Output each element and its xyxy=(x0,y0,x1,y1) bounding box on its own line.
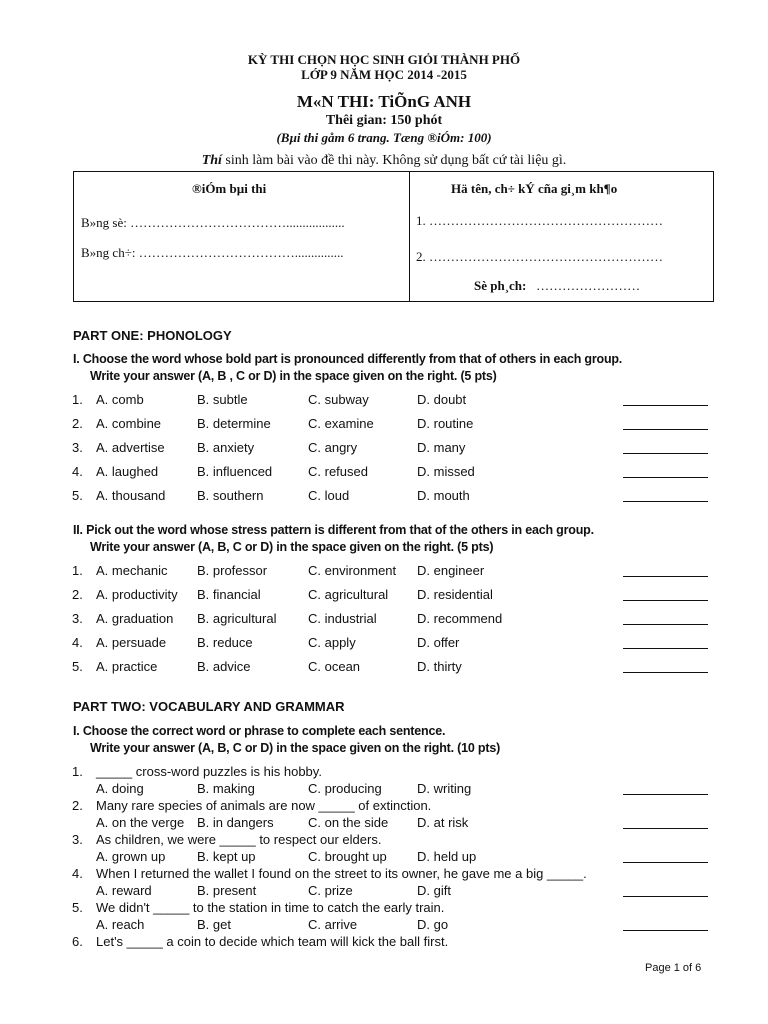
part2-secI-line2: Write your answer (A, B, C or D) in the space given on the right. (10 pts) xyxy=(90,741,501,755)
exam-grade-year: LỚP 9 NĂM HỌC 2014 -2015 xyxy=(301,67,467,82)
option-a[interactable]: A. comb xyxy=(96,392,144,407)
option-d[interactable]: D. offer xyxy=(417,635,460,650)
question-number: 3. xyxy=(72,832,83,847)
answer-blank[interactable] xyxy=(623,781,708,795)
option-c[interactable]: C. environment xyxy=(308,563,397,578)
question-number: 4. xyxy=(72,635,83,650)
question-row xyxy=(0,587,768,605)
option-a[interactable]: A. on the verge xyxy=(96,815,185,830)
exam-time: Thêi gian: 150 phót xyxy=(325,113,443,128)
exam-subject: M«N THI: TiÕnG ANH xyxy=(296,92,472,111)
answer-blank[interactable] xyxy=(623,849,708,863)
part1-secI-line1: I. Choose the word whose bold part is pronounced differently from that of others in each group. xyxy=(73,352,623,366)
part1-secI-line2: Write your answer (A, B , C or D) in the space given on the right. (5 pts) xyxy=(90,369,497,383)
option-d[interactable]: D. engineer xyxy=(417,563,485,578)
option-c[interactable]: C. apply xyxy=(308,635,356,650)
question-stem-row xyxy=(0,934,768,952)
question-number: 1. xyxy=(72,563,83,578)
option-c[interactable]: C. subway xyxy=(308,392,369,407)
question-stem-row xyxy=(0,900,768,918)
option-b[interactable]: B. reduce xyxy=(197,635,253,650)
option-b[interactable]: B. determine xyxy=(197,416,271,431)
option-d[interactable]: D. doubt xyxy=(417,392,467,407)
question-number: 3. xyxy=(72,440,83,455)
option-a[interactable]: A. combine xyxy=(96,416,162,431)
option-c[interactable]: C. loud xyxy=(308,488,350,503)
question-number: 5. xyxy=(72,900,83,915)
answer-blank[interactable] xyxy=(623,392,708,406)
question-text: We didn't _____ to the station in time to catch the early train. xyxy=(96,900,445,915)
question-number: 2. xyxy=(72,587,83,602)
exam-note: (Bµi thi gåm 6 trang. Tæng ®iÓm: 100) xyxy=(276,130,492,145)
option-b[interactable]: B. present xyxy=(197,883,257,898)
option-a[interactable]: A. reward xyxy=(96,883,152,898)
option-c[interactable]: C. brought up xyxy=(308,849,387,864)
question-stem-row xyxy=(0,832,768,850)
option-a[interactable]: A. reach xyxy=(96,917,145,932)
part2-title: PART TWO: VOCABULARY AND GRAMMAR xyxy=(73,699,345,714)
option-d[interactable]: D. writing xyxy=(417,781,472,796)
option-c[interactable]: C. arrive xyxy=(308,917,358,932)
question-number: 6. xyxy=(72,934,83,949)
option-c[interactable]: C. agricultural xyxy=(308,587,389,602)
code-label: Sè ph¸ch: xyxy=(474,278,527,293)
answer-blank[interactable] xyxy=(623,563,708,577)
instruction-bold: Thí xyxy=(201,153,222,168)
option-c[interactable]: C. refused xyxy=(308,464,368,479)
option-d[interactable]: D. at risk xyxy=(417,815,469,830)
option-a[interactable]: A. practice xyxy=(96,659,158,674)
question-row xyxy=(0,611,768,629)
option-b[interactable]: B. making xyxy=(197,781,255,796)
exam-instruction xyxy=(0,153,768,169)
question-number: 5. xyxy=(72,659,83,674)
option-b[interactable]: B. kept up xyxy=(197,849,256,864)
option-c[interactable]: C. angry xyxy=(308,440,358,455)
option-a[interactable]: A. doing xyxy=(96,781,144,796)
option-d[interactable]: D. missed xyxy=(417,464,475,479)
option-d[interactable]: D. mouth xyxy=(417,488,470,503)
question-text: Let's _____ a coin to decide which team will kick the ball first. xyxy=(96,934,449,949)
option-b[interactable]: B. financial xyxy=(197,587,261,602)
option-b[interactable]: B. get xyxy=(197,917,231,932)
part1-title: PART ONE: PHONOLOGY xyxy=(73,328,232,343)
question-number: 1. xyxy=(72,764,83,779)
question-row xyxy=(0,883,768,901)
option-c[interactable]: C. industrial xyxy=(308,611,377,626)
option-b[interactable]: B. agricultural xyxy=(197,611,277,626)
answer-blank[interactable] xyxy=(623,416,708,430)
option-b[interactable]: B. advice xyxy=(197,659,251,674)
answer-blank[interactable] xyxy=(623,635,708,649)
option-d[interactable]: D. held up xyxy=(417,849,477,864)
option-b[interactable]: B. in dangers xyxy=(197,815,274,830)
answer-blank[interactable] xyxy=(623,917,708,931)
score-box xyxy=(73,171,714,302)
answer-blank[interactable] xyxy=(623,440,708,454)
answer-blank[interactable] xyxy=(623,611,708,625)
code-field[interactable] xyxy=(474,278,640,294)
score-by-words[interactable]: B»ng ch÷: ………………………………............... xyxy=(81,245,344,260)
question-text: Many rare species of animals are now _____ of extinction. xyxy=(96,798,432,813)
question-row xyxy=(0,392,768,410)
question-number: 2. xyxy=(72,798,83,813)
question-row xyxy=(0,464,768,482)
option-a[interactable]: A. persuade xyxy=(96,635,167,650)
question-number: 1. xyxy=(72,392,83,407)
question-number: 4. xyxy=(72,866,83,881)
option-c[interactable]: C. producing xyxy=(308,781,382,796)
question-row xyxy=(0,440,768,458)
option-a[interactable]: A. laughed xyxy=(96,464,159,479)
examiner-2[interactable]: 2. ……………………………………………… xyxy=(416,249,663,264)
option-a[interactable]: A. thousand xyxy=(96,488,166,503)
exam-title: KỲ THI CHỌN HỌC SINH GIỎI THÀNH PHỐ xyxy=(247,52,521,67)
option-b[interactable]: B. southern xyxy=(197,488,264,503)
answer-blank[interactable] xyxy=(623,587,708,601)
instruction-text: sinh làm bài vào đề thi này. Không sử dụng bất cứ tài liệu gì. xyxy=(221,153,567,168)
question-row xyxy=(0,917,768,935)
option-c[interactable]: C. on the side xyxy=(308,815,389,830)
option-b[interactable]: B. subtle xyxy=(197,392,248,407)
option-b[interactable]: B. influenced xyxy=(197,464,273,479)
question-row xyxy=(0,659,768,677)
question-row xyxy=(0,563,768,581)
score-by-number[interactable]: B»ng sè: ……………………………….................. xyxy=(81,215,345,230)
option-d[interactable]: D. residential xyxy=(417,587,493,602)
option-a[interactable]: A. mechanic xyxy=(96,563,168,578)
option-a[interactable]: A. grown up xyxy=(96,849,166,864)
part1-secII-line2: Write your answer (A, B, C or D) in the space given on the right. (5 pts) xyxy=(90,540,494,554)
examiner-1[interactable]: 1. ……………………………………………… xyxy=(416,213,663,228)
option-d[interactable]: D. recommend xyxy=(417,611,503,626)
option-c[interactable]: C. ocean xyxy=(308,659,361,674)
question-stem-row xyxy=(0,764,768,782)
box-divider xyxy=(409,172,410,301)
option-d[interactable]: D. gift xyxy=(417,883,451,898)
score-title: ®iÓm bµi thi xyxy=(192,181,267,196)
option-d[interactable]: D. go xyxy=(417,917,449,932)
answer-blank[interactable] xyxy=(623,883,708,897)
option-d[interactable]: D. thirty xyxy=(417,659,462,674)
question-number: 3. xyxy=(72,611,83,626)
question-row xyxy=(0,815,768,833)
question-row xyxy=(0,488,768,506)
option-a[interactable]: A. graduation xyxy=(96,611,174,626)
question-text: _____ cross-word puzzles is his hobby. xyxy=(96,764,322,779)
question-number: 5. xyxy=(72,488,83,503)
answer-blank[interactable] xyxy=(623,815,708,829)
option-c[interactable]: C. examine xyxy=(308,416,374,431)
question-number: 4. xyxy=(72,464,83,479)
question-text: When I returned the wallet I found on the street to its owner, he gave me a big _____. xyxy=(96,866,587,881)
option-a[interactable]: A. productivity xyxy=(96,587,178,602)
code-dots: …………………… xyxy=(536,278,641,293)
question-row xyxy=(0,416,768,434)
question-stem-row xyxy=(0,866,768,884)
question-stem-row xyxy=(0,798,768,816)
option-a[interactable]: A. advertise xyxy=(96,440,165,455)
question-row xyxy=(0,849,768,867)
option-c[interactable]: C. prize xyxy=(308,883,353,898)
question-number: 2. xyxy=(72,416,83,431)
examiner-title: Hä tên, ch÷ kÝ cña gi¸m kh¶o xyxy=(451,181,618,196)
option-d[interactable]: D. routine xyxy=(417,416,474,431)
question-text: As children, we were _____ to respect our elders. xyxy=(96,832,382,847)
option-b[interactable]: B. professor xyxy=(197,563,268,578)
part1-secII-line1: II. Pick out the word whose stress pattern is different from that of the others in each group. xyxy=(73,523,594,537)
option-d[interactable]: D. many xyxy=(417,440,466,455)
question-row xyxy=(0,635,768,653)
answer-blank[interactable] xyxy=(623,464,708,478)
option-b[interactable]: B. anxiety xyxy=(197,440,255,455)
part2-secI-line1: I. Choose the correct word or phrase to complete each sentence. xyxy=(73,724,446,738)
page-number: Page 1 of 6 xyxy=(645,962,702,974)
answer-blank[interactable] xyxy=(623,659,708,673)
question-row xyxy=(0,781,768,799)
answer-blank[interactable] xyxy=(623,488,708,502)
